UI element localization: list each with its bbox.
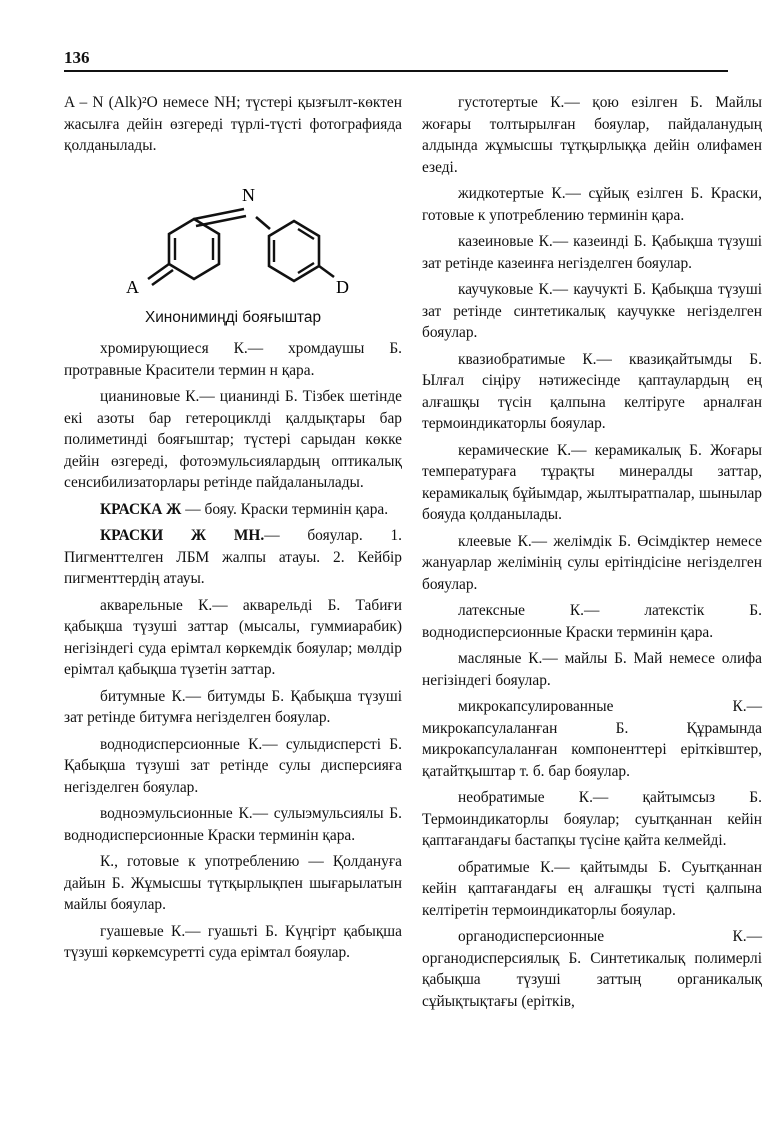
dictionary-entry <box>422 440 762 526</box>
entry-headword: казеиновые <box>458 233 534 250</box>
dictionary-entry <box>64 686 402 729</box>
quinonimine-structure-figure <box>64 163 402 303</box>
entry-headword: водноэмульсионные <box>100 805 233 822</box>
header-rule <box>64 70 728 72</box>
entry-headword: обратимые <box>458 858 530 876</box>
dictionary-entry <box>64 921 402 964</box>
entry-definition: К.— сулыэмульсиялы Б. воднодисперсионные Краски терминін қара. <box>64 805 402 844</box>
entry-headword: КРАСКА Ж <box>100 500 182 518</box>
d-bond <box>319 266 334 277</box>
entry-headword: густотертые <box>458 94 538 111</box>
entry-headword: микрокапсулированные <box>458 698 614 715</box>
entry-definition: К.— казеинді Б. Қабықша түзуші зат ретінде казеинға негізделген бояулар. <box>422 233 762 272</box>
entry-headword: цианиновые <box>100 388 181 405</box>
entry-definition: К.— квазиқайтымды Б. Ылғал сіңіру нәтижесінде қаптаулардың ең алғашқы түсін қалпына келтіруге арналған термоиндикаторлы бояулар. <box>422 350 762 432</box>
n-ring-bond <box>256 217 270 229</box>
dictionary-entry <box>64 851 402 916</box>
entry-headword: акварельные <box>100 596 183 614</box>
entry-headword: гуашевые <box>100 922 164 940</box>
entry-definition: — бояулар. 1. Пигменттелген ЛБМ жалпы атауы. 2. Кейбір пигменттердің атауы. <box>64 527 402 587</box>
right-entry-list <box>422 92 762 1012</box>
entry-headword: каучуковые <box>458 281 534 298</box>
entry-definition: К.— латекстік Б. воднодисперсионные Краски терминін қара. <box>422 602 762 641</box>
figure-caption-text: Хинонимиңді бояғыштар <box>144 308 322 326</box>
entry-headword: хромирующиеся <box>100 340 209 357</box>
dictionary-entry <box>422 857 762 922</box>
dictionary-entry <box>64 734 402 799</box>
figure-caption <box>64 307 402 329</box>
quinoid-ring <box>169 219 219 279</box>
dictionary-entry <box>64 595 402 681</box>
dictionary-entry <box>422 787 762 852</box>
dictionary-entry <box>64 525 402 590</box>
entry-definition: К.— қою езілген Б. Майлы жоғары толтырылған бояулар, пайдаланудың алдында жұмысшы тұтқырлыққа дейін олифамен езеді. <box>422 94 762 176</box>
left-entry-list <box>64 338 402 964</box>
dictionary-entry <box>422 600 762 643</box>
entry-headword: клеевые <box>458 532 512 550</box>
entry-definition: К.— цианинді Б. Тізбек шетінде екі азоты бар гетероциклді қалдықтары бар полиметинді бояғыштар; түстері сарыдан көкке дейін өзгереді, фотоэмульсиялардың оптикалық сенсибилизаторлары ретінде пайдаланылады. <box>64 388 402 491</box>
dictionary-entry <box>422 531 762 596</box>
entry-definition: К.— керамикалық Б. Жоғары температураға тұрақты минералды заттар, керамикалық бұйымдар, жылтыратпалар, шынылар бояуда қолданылады. <box>422 441 762 523</box>
dictionary-entry <box>64 386 402 494</box>
entry-definition: К.— қайтымсыз Б. Термоиндикаторлы бояулар; суытқаннан кейін қаптағандағы бастапқы түсіне қайта келмейді. <box>422 789 762 849</box>
entry-definition: — Қолдануға дайын Б. Жұмысшы түтқырлықпен шығарылатын майлы бояулар. <box>64 853 403 913</box>
entry-definition: — бояу. Краски терминін қара. <box>181 500 389 518</box>
dictionary-entry <box>422 926 762 1012</box>
n-atom-label: N <box>242 184 255 205</box>
chemical-structure-diagram <box>84 163 384 303</box>
entry-definition: К.— сұйық езілген Б. Краски, готовые к употреблению терминін қара. <box>422 185 762 224</box>
entry-headword: К., готовые к употреблению <box>100 853 300 870</box>
entry-definition: К.— сулыдисперсті Б. Қабықша түзуші зат ретінде сулы дисперсияға негізделген бояулар. <box>64 735 402 796</box>
dictionary-entry <box>422 696 762 782</box>
entry-headword: латексные <box>458 602 526 619</box>
entry-headword: керамические <box>458 441 549 459</box>
dictionary-entry <box>422 279 762 344</box>
entry-definition: К.— желімдік Б. Өсімдіктер немесе жануарлар желімінің сулы ерітіндісіне негізделген бояулар. <box>422 532 762 593</box>
dictionary-entry <box>422 349 762 435</box>
entry-headword: необратимые <box>458 789 545 806</box>
entry-headword: органодисперсионные <box>458 928 605 945</box>
a-substituent-label: A <box>126 276 139 297</box>
benzene-ring <box>269 221 319 281</box>
intro-paragraph: A – N (Alk)²O немесе NH; түстері қызғылт-көктен жасылға дейін өзгереді түрлі-түсті фотографияда қолданылады. <box>64 94 402 154</box>
entry-definition: К.— майлы Б. Май немесе олифа негізіндегі бояулар. <box>422 650 762 689</box>
dictionary-entry <box>422 648 762 691</box>
a-double-bond <box>148 264 169 279</box>
entry-definition: К.— қайтымды Б. Суытқаннан кейін қаптағандағы ең алғашқы түсті қалпына келтіретін термоиндикаторлы бояулар. <box>422 858 762 919</box>
page-number: 136 <box>64 48 90 67</box>
entry-headword: КРАСКИ Ж МН. <box>100 527 265 544</box>
entry-headword: квазиобратимые <box>458 350 566 368</box>
right-column <box>422 92 762 1017</box>
dictionary-entry <box>64 499 402 521</box>
entry-definition: К.— акварельді Б. Табиғи қабықша түзуші заттар (мысалы, гуммиарабик) негізіндегі суда ерімтал көркемдік бояулар; мөлдір ерімтал қабықша түзетін заттар. <box>64 596 402 678</box>
dictionary-entry <box>422 231 762 274</box>
dictionary-entry <box>422 92 762 178</box>
entry-definition: К.— хромдаушы Б. протравные Красители термин н қара. <box>64 340 402 379</box>
left-column <box>64 92 402 969</box>
entry-headword: битумные <box>100 687 166 705</box>
entry-definition: К.— битумды Б. Қабықша түзуші зат ретінде битумға негізделген бояулар. <box>64 687 402 726</box>
dictionary-entry <box>64 803 402 846</box>
entry-definition: К.— гуашьті Б. Күңгірт қабықша түзуші көркемсуретті суда ерімтал бояулар. <box>64 922 402 961</box>
dictionary-entry <box>422 183 762 226</box>
entry-headword: масляные <box>458 650 522 667</box>
entry-definition: К.— каучукті Б. Қабықша түзуші зат ретінде синтетикалық каучукке негізделген бояулар. <box>422 281 762 341</box>
entry-headword: воднодисперсионные <box>100 735 240 753</box>
dictionary-entry <box>64 338 402 381</box>
d-substituent-label: D <box>336 276 349 297</box>
entry-definition: К.— микрокапсулаланған Б. Құрамында микрокапсулаланған компоненттері ерітківштер, қатайтқыштар т. б. бар бояулар. <box>422 698 762 780</box>
entry-definition: К.— органодисперсиялық Б. Синтетикалық полимерлі қабықша түзуші заттың органикалық сұйықтықтағы (ерітків, <box>422 928 762 1010</box>
entry-headword: жидкотертые <box>458 185 544 202</box>
